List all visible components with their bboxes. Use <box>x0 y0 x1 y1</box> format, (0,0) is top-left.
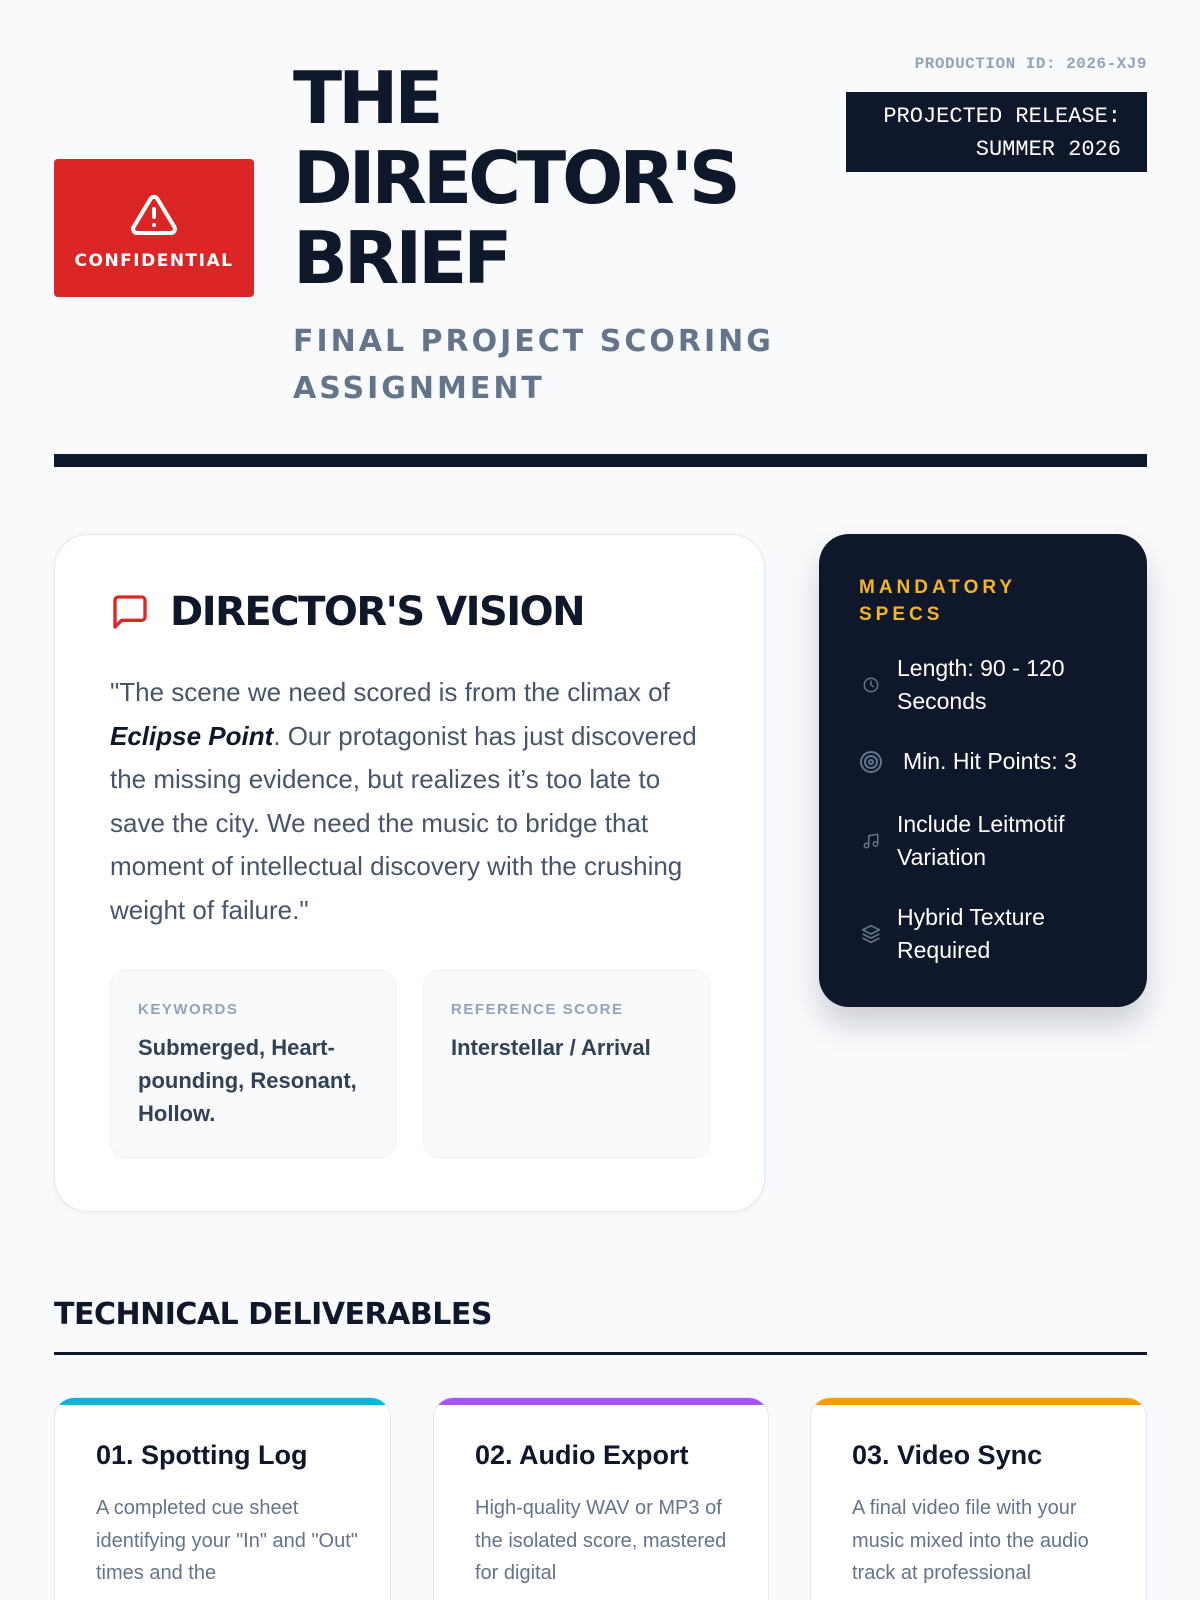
deliverable-name: 02. Audio Export <box>475 1440 689 1470</box>
title-block <box>293 58 813 412</box>
card-accent-bar <box>55 1398 390 1405</box>
directors-vision-card <box>54 534 765 1212</box>
card-accent-bar <box>434 1398 768 1405</box>
header-divider <box>54 454 1147 467</box>
deliverable-card-video-sync <box>810 1397 1147 1600</box>
director-quote <box>110 671 710 932</box>
deliverable-name: 03. Video Sync <box>852 1440 1043 1470</box>
deliverable-card-spotting-log <box>54 1397 391 1600</box>
deliverables-divider <box>54 1352 1147 1355</box>
quote-text-start: "The scene we need scored is from the climax of <box>110 677 670 707</box>
music-note-icon <box>859 832 883 850</box>
deliverable-description: High-quality WAV or MP3 of the isolated score, mastered for digital <box>475 1497 727 1584</box>
production-id: PRODUCTION ID: 2026-XJ9 <box>914 55 1147 73</box>
page-title-line-1: THE <box>293 56 440 140</box>
spec-hybrid-texture-text: Hybrid Texture Required <box>897 904 1045 963</box>
spec-length-text: Length: 90 - 120 Seconds <box>897 655 1065 714</box>
film-title: Eclipse Point <box>110 720 274 751</box>
deliverable-card-audio-export <box>433 1397 769 1600</box>
page-subtitle: FINAL PROJECT SCORING ASSIGNMENT <box>293 324 774 406</box>
deliverable-description: A completed cue sheet identifying your "In" and "Out" times and the <box>96 1497 358 1584</box>
spec-item-hit-points <box>859 745 1077 778</box>
target-icon <box>859 750 883 774</box>
deliverables-title: TECHNICAL DELIVERABLES <box>54 1297 492 1332</box>
deliverable-description: A final video file with your music mixed into the audio track at professional <box>852 1497 1089 1584</box>
reference-score-label: REFERENCE SCORE <box>451 1001 624 1018</box>
confidential-label: CONFIDENTIAL <box>74 251 234 271</box>
card-accent-bar <box>811 1398 1146 1405</box>
vision-title: DIRECTOR'S VISION <box>170 589 585 635</box>
vision-heading <box>110 589 584 635</box>
deliverable-name: 01. Spotting Log <box>96 1440 308 1470</box>
release-line-1: PROJECTED RELEASE: <box>883 104 1121 129</box>
spec-leitmotif-text: Include Leitmotif Variation <box>897 811 1065 870</box>
page-title-line-2: DIRECTOR'S <box>293 136 737 220</box>
page-title-line-3: BRIEF <box>293 216 509 300</box>
quote-text-end: . Our protagonist has just discovered the missing evidence, but realizes it’s too late to save the city. We need the music to bridge that moment of intellectual discovery with the crushing weight of failure." <box>110 720 697 925</box>
spec-item-hybrid-texture <box>859 901 1097 967</box>
reference-score-box <box>423 970 710 1158</box>
confidential-badge <box>54 159 254 297</box>
clock-icon <box>859 676 883 694</box>
warning-icon <box>127 191 181 239</box>
reference-score-value: Interstellar / Arrival <box>451 1035 651 1060</box>
spec-hit-points-text: Min. Hit Points: 3 <box>903 748 1077 774</box>
keywords-label: KEYWORDS <box>138 1001 239 1018</box>
spec-item-length <box>859 652 1117 718</box>
release-box <box>846 92 1147 172</box>
message-icon <box>110 592 150 632</box>
layers-icon <box>859 924 883 944</box>
specs-title: MANDATORY SPECS <box>859 577 1016 625</box>
mandatory-specs-panel <box>819 534 1147 1007</box>
spec-item-leitmotif <box>859 808 1117 874</box>
keywords-value: Submerged, Heart-pounding, Resonant, Hollow. <box>138 1035 357 1126</box>
release-line-2: SUMMER 2026 <box>975 137 1121 162</box>
keywords-box <box>110 970 396 1158</box>
